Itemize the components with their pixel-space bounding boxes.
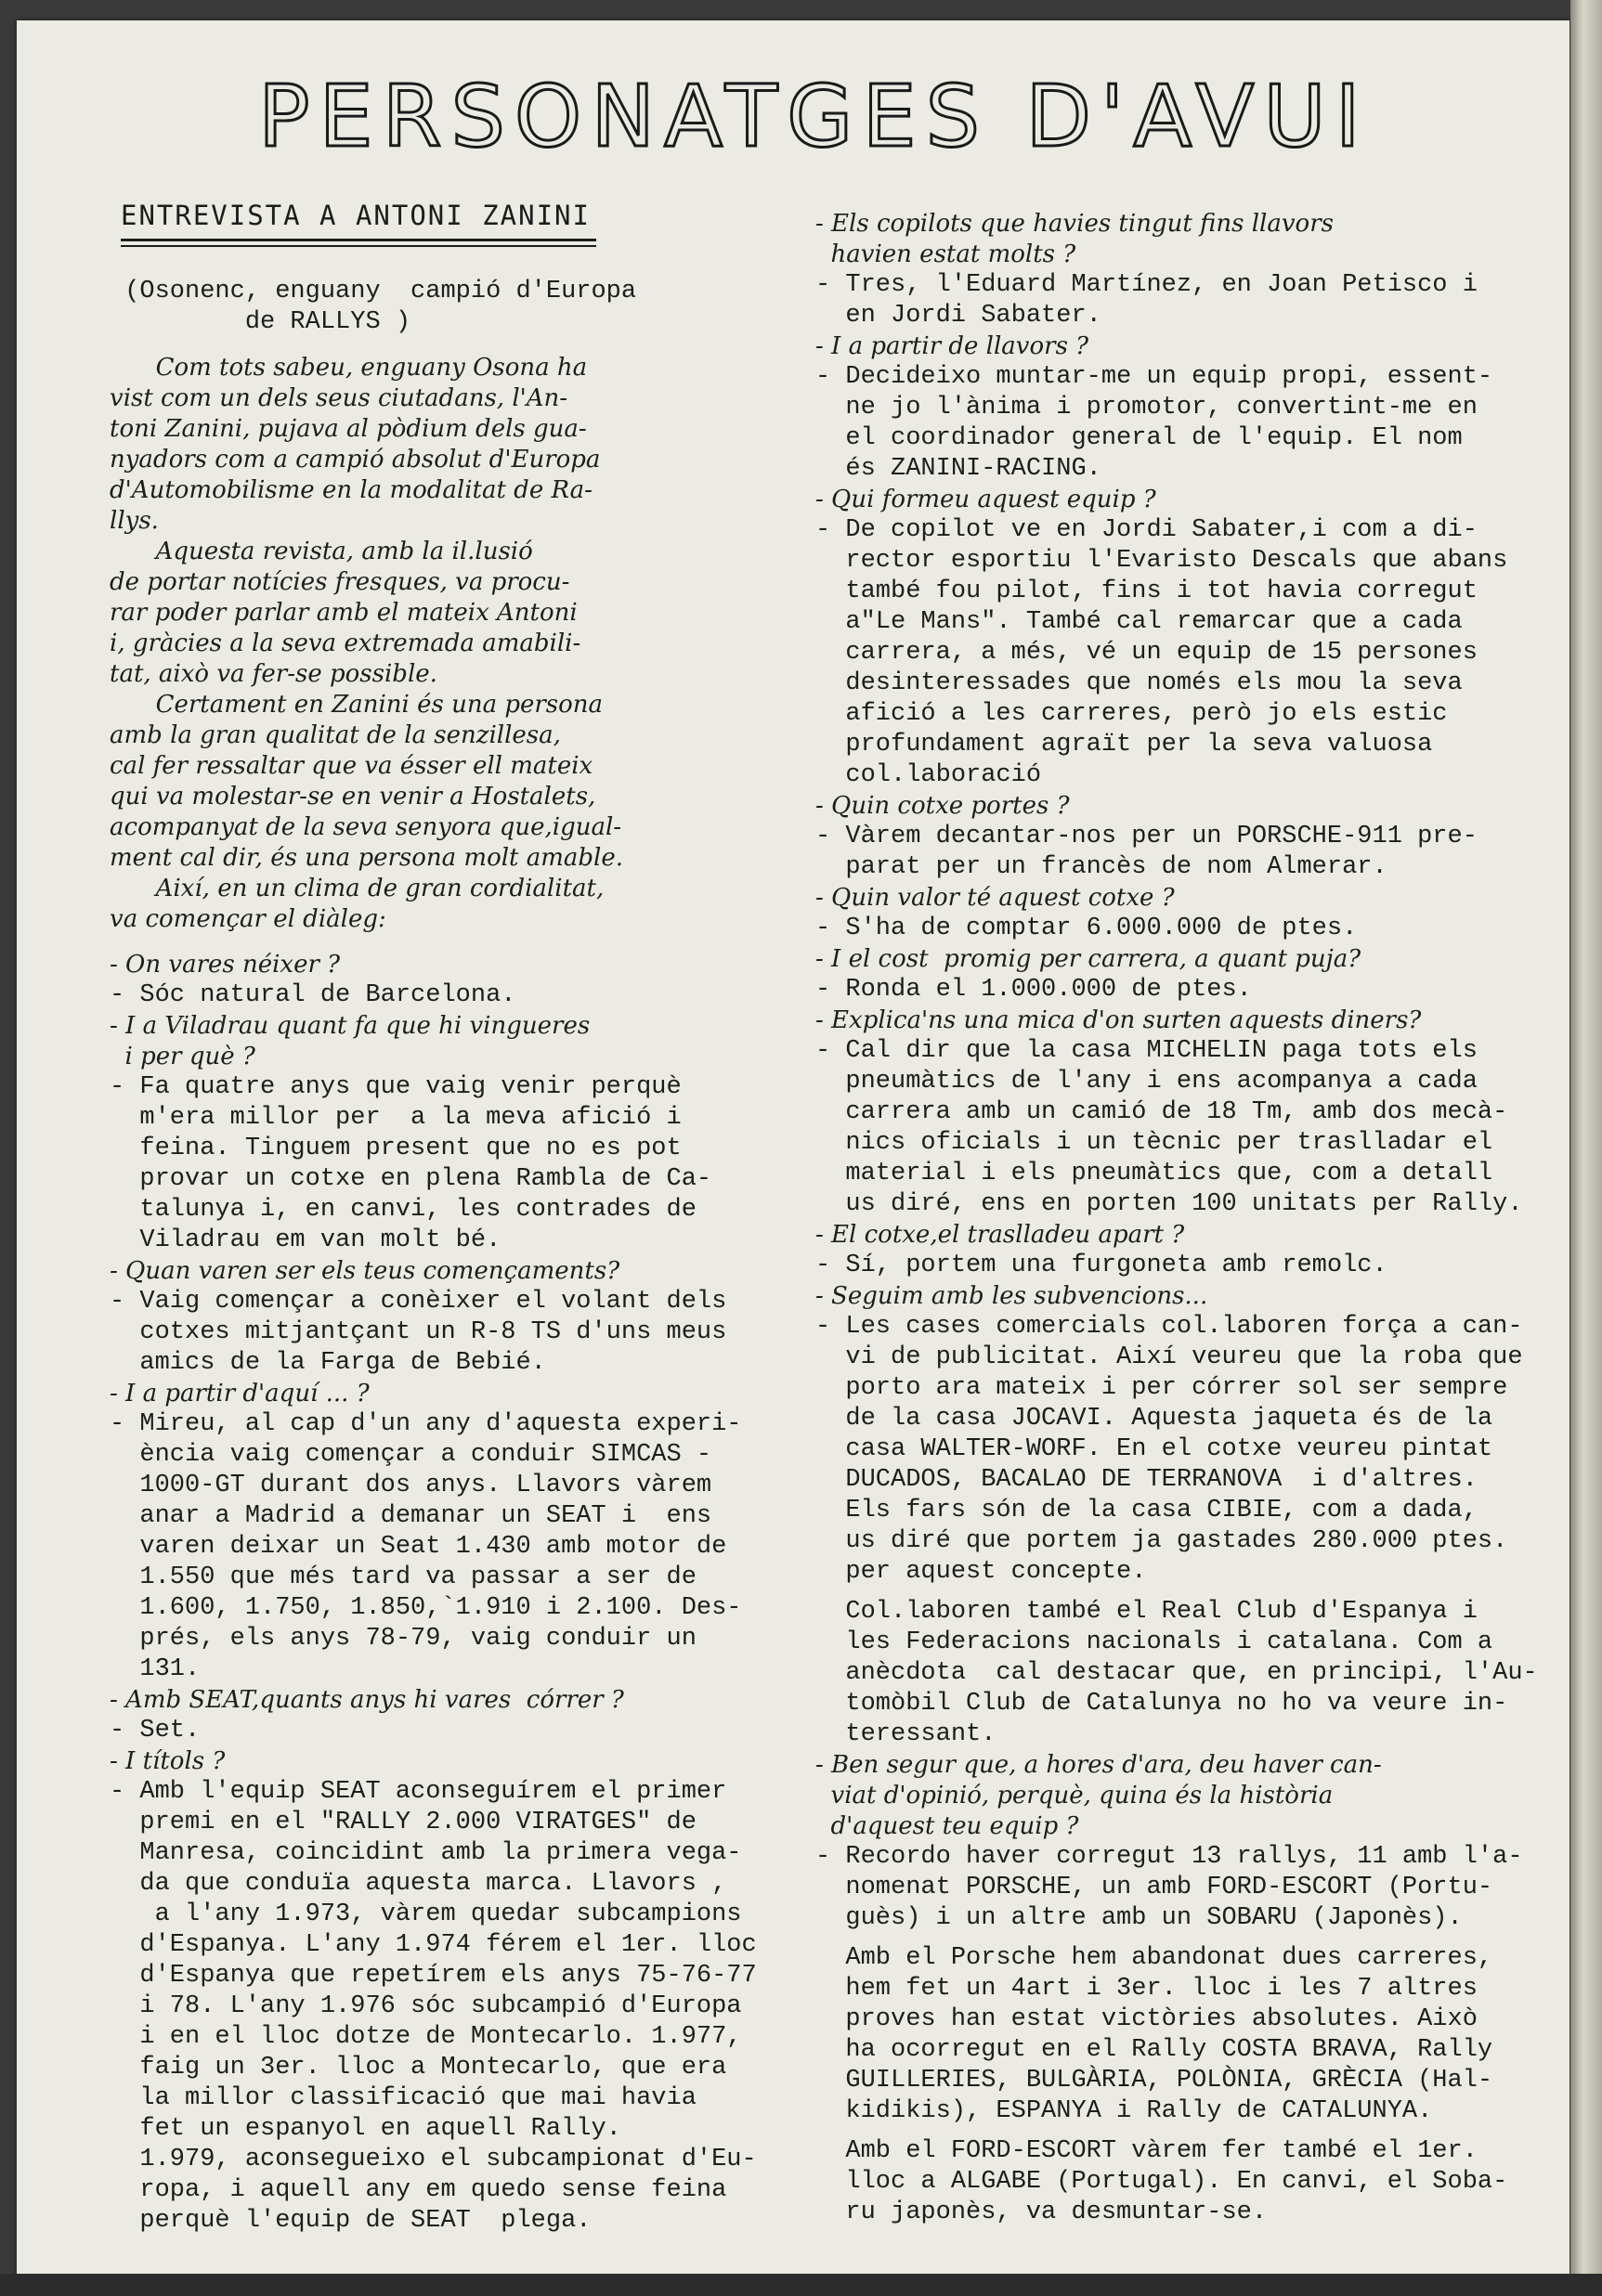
question-line: Certament en Zanini és una persona xyxy=(110,691,604,719)
question-line: i per què ? xyxy=(110,1043,255,1070)
text-line: és ZANINI-RACING. xyxy=(815,455,1101,483)
next-page-edge xyxy=(1570,0,1602,2296)
paragraph-gap xyxy=(815,1934,1563,1943)
question-line: - I títols ? xyxy=(110,1747,226,1775)
text-line: - Fa quatre anys que vaig venir perquè xyxy=(110,1073,682,1101)
text-line: ru japonès, va desmuntar-se. xyxy=(815,2199,1268,2226)
question-line: - I a Viladrau quant fa que hi vingueres xyxy=(110,1012,591,1040)
text-line: teressant. xyxy=(815,1720,996,1748)
question-line: havien estat molts ? xyxy=(815,240,1076,268)
text-line: nics oficials i un tècnic per traslladar el xyxy=(815,1129,1493,1157)
subtitle-underline xyxy=(121,239,596,241)
text-line: ne jo l'ànima i promotor, convertint-me en xyxy=(815,394,1478,422)
text-line: us diré, ens en porten 100 unitats per Rally. xyxy=(815,1190,1523,1218)
text-line: prés, els anys 78-79, vaig conduir un xyxy=(110,1625,697,1653)
question-line: - Ben segur que, a hores d'ara, deu haver can- xyxy=(815,1751,1382,1779)
question-line: - Quin valor té aquest cotxe ? xyxy=(815,884,1175,912)
text-line: a l'any 1.973, vàrem quedar subcampions xyxy=(110,1900,742,1928)
question-line: Com tots sabeu, enguany Osona ha xyxy=(110,354,588,382)
text-line: d'Espanya que repetírem els anys 75-76-77 xyxy=(110,1962,757,1990)
text-line: talunya i, en canvi, les contrades de xyxy=(110,1196,697,1224)
text-line: Viladrau em van molt bé. xyxy=(110,1226,501,1254)
text-line: pneumàtics de l'any i ens acompanya a cada xyxy=(815,1068,1478,1096)
article-left-column xyxy=(110,277,778,2237)
text-line: us diré que portem ja gastades 280.000 ptes. xyxy=(815,1527,1508,1555)
text-line: - Sí, portem una furgoneta amb remolc. xyxy=(815,1252,1387,1279)
question-line: tat, això va fer-se possible. xyxy=(110,660,437,688)
text-line: - Ronda el 1.000.000 de ptes. xyxy=(815,976,1252,1004)
text-line: Manresa, coincidint amb la primera vega- xyxy=(110,1839,742,1867)
text-line: m'era millor per a la meva afició i xyxy=(110,1104,682,1132)
text-line: feina. Tinguem present que no es pot xyxy=(110,1135,682,1162)
text-line: afició a les carreres, però jo els estic xyxy=(815,700,1448,728)
text-line: - Mireu, al cap d'un any d'aquesta experi- xyxy=(110,1410,742,1438)
text-line: Amb el Porsche hem abandonat dues carreres, xyxy=(815,1944,1493,1972)
question-line: viat d'opinió, perquè, quina és la història xyxy=(815,1782,1334,1810)
text-line: proves han estat victòries absolutes. Això xyxy=(815,2005,1478,2033)
question-line: - Seguim amb les subvencions... xyxy=(815,1282,1208,1310)
article-right-column xyxy=(815,209,1563,2228)
magazine-page xyxy=(17,20,1569,2275)
text-line: ropa, i aquell any em quedo sense feina xyxy=(110,2176,727,2204)
text-line: 1.600, 1.750, 1.850,`1.910 i 2.100. Des- xyxy=(110,1594,742,1622)
text-line: 131. xyxy=(110,1655,201,1683)
text-line: cotxes mitjantçant un R-8 TS d'uns meus xyxy=(110,1318,727,1346)
question-line: - Explica'ns una mica d'on surten aquests diners? xyxy=(815,1006,1422,1034)
text-line: vi de publicitat. Així veureu que la roba que xyxy=(815,1343,1523,1371)
text-line: 1000-GT durant dos anys. Llavors vàrem xyxy=(110,1472,712,1499)
text-line: i 78. L'any 1.976 sóc subcampió d'Europa xyxy=(110,1992,742,2020)
paragraph-gap xyxy=(110,338,778,353)
text-line: da que conduïa aquesta marca. Llavors , xyxy=(110,1870,727,1898)
text-line: i en el lloc dotze de Montecarlo. 1.977, xyxy=(110,2023,742,2051)
text-line: material i els pneumàtics que, com a detall xyxy=(815,1160,1493,1187)
text-line: de la casa JOCAVI. Aquesta jaqueta és de la xyxy=(815,1405,1493,1433)
text-line: hem fet un 4art i 3er. lloc i les 7 altres xyxy=(815,1975,1478,2003)
question-line: - I a partir de llavors ? xyxy=(815,332,1089,360)
question-line: - On vares néixer ? xyxy=(110,951,341,979)
paragraph-gap xyxy=(815,1588,1563,1597)
text-line: Amb el FORD-ESCORT vàrem fer també el 1er. xyxy=(815,2137,1478,2165)
question-line: acompanyat de la seva senyora que,igual- xyxy=(110,813,622,841)
text-line: Col.laboren també el Real Club d'Espanya i xyxy=(815,1598,1478,1626)
question-line: d'aquest teu equip ? xyxy=(815,1812,1079,1840)
question-line: Així, en un clima de gran cordialitat, xyxy=(110,875,605,902)
text-line: carrera, a més, vé un equip de 15 persones xyxy=(815,639,1478,667)
text-line: 1.550 que més tard va passar a ser de xyxy=(110,1563,697,1591)
text-line: el coordinador general de l'equip. El nom xyxy=(815,424,1463,452)
text-line: tomòbil Club de Catalunya no ho va veure in- xyxy=(815,1690,1508,1718)
subtitle-underline-double xyxy=(121,245,596,247)
text-line: - Cal dir que la casa MICHELIN paga tots els xyxy=(815,1037,1478,1065)
question-line: toni Zanini, pujava al pòdium dels gua- xyxy=(110,415,587,443)
question-line: cal fer ressaltar que va ésser ell mateix xyxy=(110,752,593,780)
text-line: casa WALTER-WORF. En el cotxe veureu pintat xyxy=(815,1435,1493,1463)
text-line: - Vaig començar a conèixer el volant dels xyxy=(110,1288,727,1316)
text-line: (Osonenc, enguany campió d'Europa xyxy=(110,278,637,305)
text-line: GUILLERIES, BULGÀRIA, POLÒNIA, GRÈCIA (Hal- xyxy=(815,2067,1493,2095)
question-line: ment cal dir, és una persona molt amable. xyxy=(110,844,624,872)
question-line: - I a partir d'aquí ... ? xyxy=(110,1380,370,1407)
text-line: parat per un francès de nom Almerar. xyxy=(815,853,1387,881)
text-line: guès) i un altre amb un SOBARU (Japonès). xyxy=(815,1904,1463,1932)
question-line: - Quan varen ser els teus començaments? xyxy=(110,1257,620,1285)
paragraph-gap xyxy=(815,2127,1563,2136)
text-line: - Vàrem decantar-nos per un PORSCHE-911 pre- xyxy=(815,823,1478,850)
text-line: les Federacions nacionals i catalana. Com a xyxy=(815,1628,1493,1656)
text-line: - Sóc natural de Barcelona. xyxy=(110,981,516,1009)
text-line: porto ara mateix i per córrer sol ser sempre xyxy=(815,1374,1508,1402)
article-subtitle: ENTREVISTA A ANTONI ZANINI xyxy=(121,200,591,231)
text-line: rector esportiu l'Evaristo Descals que abans xyxy=(815,547,1508,575)
question-line: - El cotxe,el traslladeu apart ? xyxy=(815,1221,1185,1249)
text-line: - Set. xyxy=(110,1717,201,1745)
text-line: anar a Madrid a demanar un SEAT i ens xyxy=(110,1502,712,1530)
page-title: PERSONATGES D'AVUI xyxy=(258,67,1370,166)
text-line: ha ocorregut en el Rally COSTA BRAVA, Rally xyxy=(815,2036,1493,2064)
text-line: varen deixar un Seat 1.430 amb motor de xyxy=(110,1533,727,1561)
question-line: - Qui formeu aquest equip ? xyxy=(815,486,1156,513)
text-line: desinteressades que només els mou la seva xyxy=(815,669,1463,697)
text-line: ència vaig començar a conduir SIMCAS - xyxy=(110,1441,712,1469)
scan-bottom-border xyxy=(0,2274,1602,2296)
text-line: - S'ha de comptar 6.000.000 de ptes. xyxy=(815,915,1358,942)
text-line: la millor classificació que mai havia xyxy=(110,2084,697,2112)
question-line: d'Automobilisme en la modalitat de Ra- xyxy=(110,476,593,504)
text-line: anècdota cal destacar que, en principi, l'Au- xyxy=(815,1659,1538,1687)
text-line: carrera amb un camió de 18 Tm, amb dos mecà- xyxy=(815,1098,1508,1126)
question-line: nyadors com a campió absolut d'Europa xyxy=(110,446,601,473)
question-line: i, gràcies a la seva extremada amabili- xyxy=(110,629,581,657)
text-line: - Les cases comercials col.laboren força a can- xyxy=(815,1313,1523,1341)
text-line: Els fars són de la casa CIBIE, com a dada, xyxy=(815,1497,1478,1524)
text-line: premi en el "RALLY 2.000 VIRATGES" de xyxy=(110,1809,697,1836)
text-line: kidikis), ESPANYA i Rally de CATALUNYA. xyxy=(815,2097,1433,2125)
question-line: - I el cost promig per carrera, a quant puja? xyxy=(815,945,1361,973)
text-line: nomenat PORSCHE, un amb FORD-ESCORT (Portu- xyxy=(815,1874,1493,1901)
question-line: llys. xyxy=(110,507,159,535)
text-line: lloc a ALGABE (Portugal). En canvi, el Soba- xyxy=(815,2168,1508,2196)
question-line: - Els copilots que havies tingut fins llavors xyxy=(815,210,1334,238)
question-line: qui va molestar-se en venir a Hostalets, xyxy=(110,783,596,811)
text-line: amics de la Farga de Bebié. xyxy=(110,1349,546,1377)
text-line: DUCADOS, BACALAO DE TERRANOVA i d'altres. xyxy=(815,1466,1478,1494)
text-line: - Recordo haver corregut 13 rallys, 11 amb l'a- xyxy=(815,1843,1523,1871)
question-line: amb la gran qualitat de la senzillesa, xyxy=(110,721,561,749)
text-line: col.laboració xyxy=(815,761,1042,789)
text-line: - Tres, l'Eduard Martínez, en Joan Petisco i xyxy=(815,271,1478,299)
text-line: per aquest concepte. xyxy=(815,1558,1147,1586)
text-line: - De copilot ve en Jordi Sabater,i com a di- xyxy=(815,516,1478,544)
text-line: faig un 3er. lloc a Montecarlo, que era xyxy=(110,2054,727,2082)
text-line: en Jordi Sabater. xyxy=(815,302,1101,330)
text-line: - Decideixo muntar-me un equip propi, essent- xyxy=(815,363,1493,391)
paragraph-gap xyxy=(110,935,778,950)
text-line: fet un espanyol en aquell Rally. xyxy=(110,2115,621,2143)
text-line: - Amb l'equip SEAT aconseguírem el primer xyxy=(110,1778,727,1806)
question-line: vist com un dels seus ciutadans, l'An- xyxy=(110,384,568,412)
text-line: perquè l'equip de SEAT plega. xyxy=(110,2207,592,2235)
text-line: de RALLYS ) xyxy=(110,308,411,336)
question-line: Aquesta revista, amb la il.lusió xyxy=(110,538,533,565)
text-line: provar un cotxe en plena Rambla de Ca- xyxy=(110,1165,712,1193)
question-line: rar poder parlar amb el mateix Antoni xyxy=(110,599,578,627)
text-line: profundament agraït per la seva valuosa xyxy=(815,731,1433,759)
text-line: d'Espanya. L'any 1.974 férem el 1er. lloc xyxy=(110,1931,757,1959)
question-line: - Amb SEAT,quants anys hi vares córrer ? xyxy=(110,1686,624,1714)
text-line: també fou pilot, fins i tot havia corregut xyxy=(815,577,1478,605)
question-line: de portar notícies fresques, va procu- xyxy=(110,568,570,596)
question-line: - Quin cotxe portes ? xyxy=(815,792,1070,820)
question-line: va començar el diàleg: xyxy=(110,905,386,933)
text-line: 1.979, aconsegueixo el subcampionat d'Eu- xyxy=(110,2146,757,2173)
text-line: a"Le Mans". També cal remarcar que a cada xyxy=(815,608,1463,636)
